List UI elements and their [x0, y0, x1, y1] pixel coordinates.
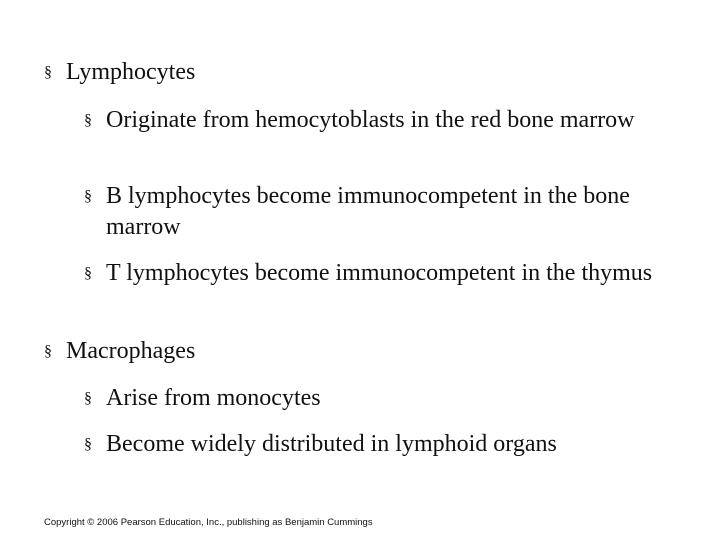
- bullet-marker: §: [84, 188, 92, 205]
- bullet-text: Lymphocytes: [66, 59, 196, 85]
- copyright-footer: Copyright © 2006 Pearson Education, Inc., publishing as Benjamin Cummings: [44, 517, 373, 528]
- bullet-text: Arise from monocytes: [106, 385, 321, 411]
- bullet-marker: §: [44, 64, 52, 81]
- bullet-text: Become widely distributed in lymphoid organs: [106, 431, 557, 457]
- bullet-macrophages: [44, 336, 684, 367]
- bullet-marker: §: [84, 265, 92, 282]
- bullet-marker: §: [84, 390, 92, 407]
- bullet-marker: §: [44, 343, 52, 360]
- sub-bullet-distribution: [84, 429, 664, 460]
- bullet-text: B lymphocytes become immunocompetent in the bone marrow: [106, 183, 630, 240]
- sub-bullet-monocytes: [84, 383, 664, 414]
- sub-bullet-t-lymphocytes: [84, 258, 664, 289]
- sub-bullet-b-lymphocytes: [84, 181, 664, 243]
- bullet-marker: §: [84, 112, 92, 129]
- bullet-lymphocytes: [44, 57, 684, 88]
- sub-bullet-origin: [84, 105, 664, 136]
- bullet-text: Originate from hemocytoblasts in the red bone marrow: [106, 107, 635, 133]
- bullet-marker: §: [84, 436, 92, 453]
- bullet-text: Macrophages: [66, 338, 196, 364]
- bullet-text: T lymphocytes become immunocompetent in the thymus: [106, 260, 653, 286]
